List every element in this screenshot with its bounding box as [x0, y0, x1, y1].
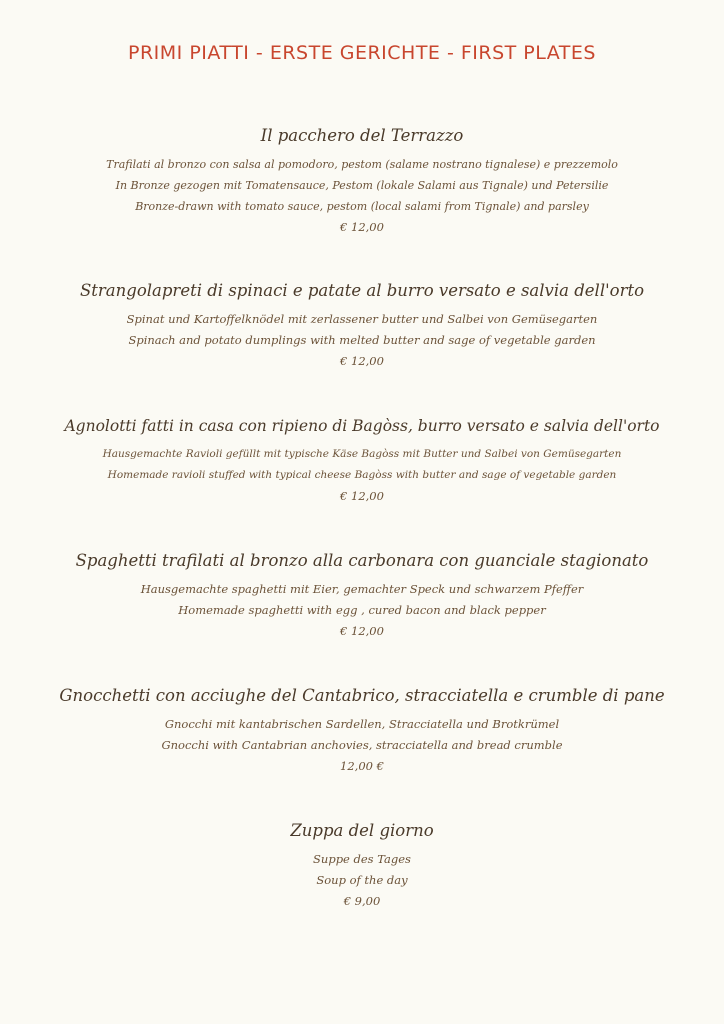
dish-name: Gnocchetti con acciughe del Cantabrico, stracciatella e crumble di pane: [59, 686, 665, 705]
dish-price: 12,00 €: [340, 759, 384, 773]
dish-strangolapreti: [0, 281, 724, 372]
dish-description-german: Gnocchi mit kantabrischen Sardellen, Stracciatella und Brotkrümel: [164, 717, 560, 731]
dish-name: Agnolotti fatti in casa con ripieno di Bagòss, burro versato e salvia dell'orto: [64, 417, 660, 435]
dish-name: Zuppa del giorno: [290, 821, 434, 840]
dish-pacchero: [0, 126, 724, 238]
dish-description-german: Suppe des Tages: [313, 852, 411, 866]
dish-description-german: In Bronze gezogen mit Tomatensauce, Pestom (lokale Salami aus Tignale) und Petersilie: [115, 179, 609, 192]
dish-gnocchetti: [0, 686, 724, 777]
dish-name: Strangolapreti di spinaci e patate al burro versato e salvia dell'orto: [79, 281, 645, 300]
dish-description-german: Hausgemachte spaghetti mit Eier, gemachter Speck und schwarzem Pfeffer: [140, 582, 584, 596]
dish-spaghetti-carbonara: [0, 551, 724, 642]
dish-description-english: Gnocchi with Cantabrian anchovies, stracciatella and bread crumble: [161, 738, 563, 752]
dish-description-english: Soup of the day: [316, 873, 408, 887]
dish-price: € 12,00: [340, 220, 384, 234]
menu-heading: PRIMI PIATTI - ERSTE GERICHTE - FIRST PLATES: [128, 42, 596, 64]
dish-description-italian: Trafilati al bronzo con salsa al pomodoro, pestom (salame nostrano tignalese) e prezzemolo: [106, 158, 618, 171]
dish-zuppa: [0, 821, 724, 912]
dish-description-english: Homemade ravioli stuffed with typical cheese Bagòss with butter and sage of vegetable garden: [107, 469, 617, 481]
dish-price: € 12,00: [340, 624, 384, 638]
dish-description-english: Homemade spaghetti with egg , cured bacon and black pepper: [178, 603, 546, 617]
dish-description-english: Bronze-drawn with tomato sauce, pestom (local salami from Tignale) and parsley: [135, 200, 589, 213]
dish-description-german: Hausgemachte Ravioli gefüllt mit typische Käse Bagòss mit Butter und Salbei von Gemüsegarten: [102, 448, 622, 460]
dish-price: € 12,00: [340, 489, 384, 503]
dish-price: € 12,00: [340, 354, 384, 368]
dish-agnolotti: [0, 416, 724, 507]
dish-price: € 9,00: [343, 894, 381, 908]
dish-description-english: Spinach and potato dumplings with melted butter and sage of vegetable garden: [128, 333, 596, 347]
dish-description-german: Spinat und Kartoffelknödel mit zerlassener butter und Salbei von Gemüsegarten: [126, 312, 598, 326]
dish-name: Spaghetti trafilati al bronzo alla carbonara con guanciale stagionato: [75, 551, 649, 570]
dish-name: Il pacchero del Terrazzo: [260, 126, 464, 145]
